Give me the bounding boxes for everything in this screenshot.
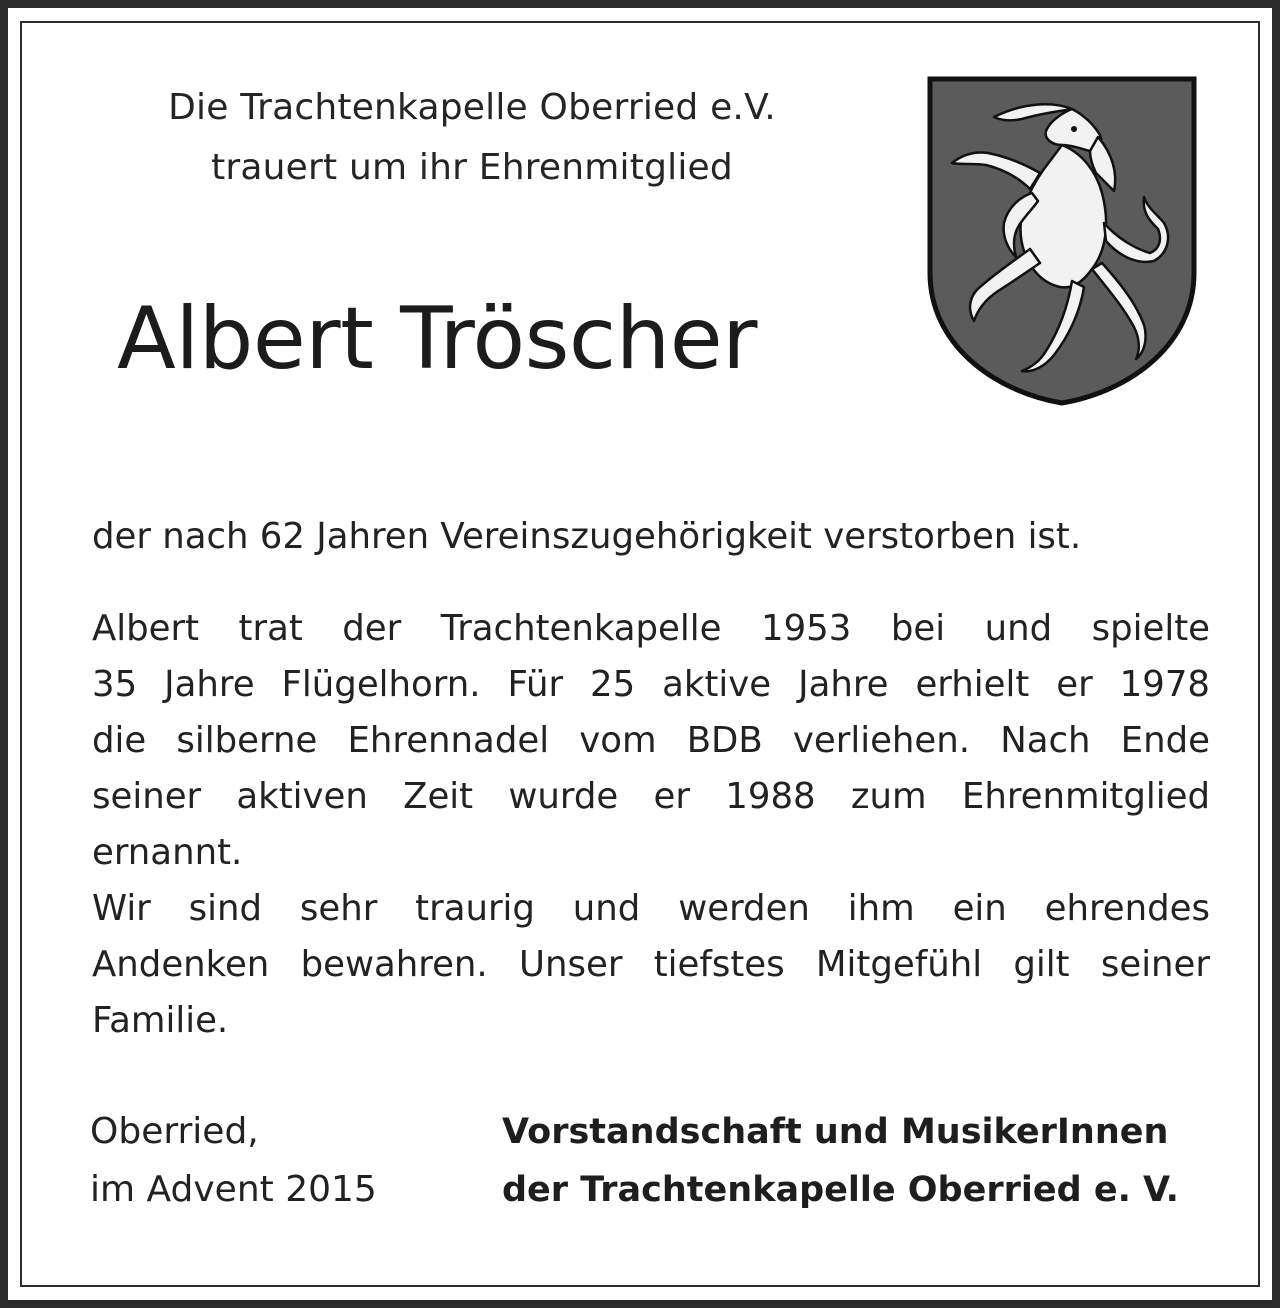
header-line-mourning: trauert um ihr Ehrenmitglied — [211, 147, 733, 188]
obituary-frame — [20, 21, 1260, 1287]
condolence-line: Familie. — [92, 1000, 229, 1041]
condolence-line: Wir sind sehr traurig und werden ihm ein ehrendes — [92, 888, 1210, 929]
career-line: Albert trat der Trachtenkapelle 1953 bei und spielte — [92, 608, 1210, 649]
career-line: 35 Jahre Flügelhorn. Für 25 aktive Jahre erhielt er 1978 — [92, 664, 1210, 705]
place-and-date — [90, 1103, 377, 1219]
date: im Advent 2015 — [90, 1169, 377, 1210]
career-line: ernannt. — [92, 832, 243, 873]
signature — [502, 1103, 1179, 1219]
signature-line: Vorstandschaft und MusikerInnen — [502, 1112, 1169, 1152]
intro-paragraph: der nach 62 Jahren Vereinszugehörigkeit verstorben ist. — [92, 516, 1082, 557]
page-background — [8, 8, 1272, 1300]
condolence-paragraph — [92, 881, 1210, 1049]
deceased-name: Albert Tröscher — [117, 289, 757, 389]
signature-line: der Trachtenkapelle Oberried e. V. — [502, 1170, 1179, 1210]
career-line: seiner aktiven Zeit wurde er 1988 zum Ehrenmitglied — [92, 776, 1210, 817]
condolence-line: Andenken bewahren. Unser tiefstes Mitgefühl gilt seiner — [92, 944, 1210, 985]
place: Oberried, — [90, 1111, 259, 1152]
header-line-organisation: Die Trachtenkapelle Oberried e.V. — [168, 87, 776, 128]
career-line: die silberne Ehrennadel vom BDB verliehen. Nach Ende — [92, 720, 1210, 761]
coat-of-arms-ibex-icon — [922, 73, 1202, 407]
career-paragraph — [92, 601, 1210, 881]
